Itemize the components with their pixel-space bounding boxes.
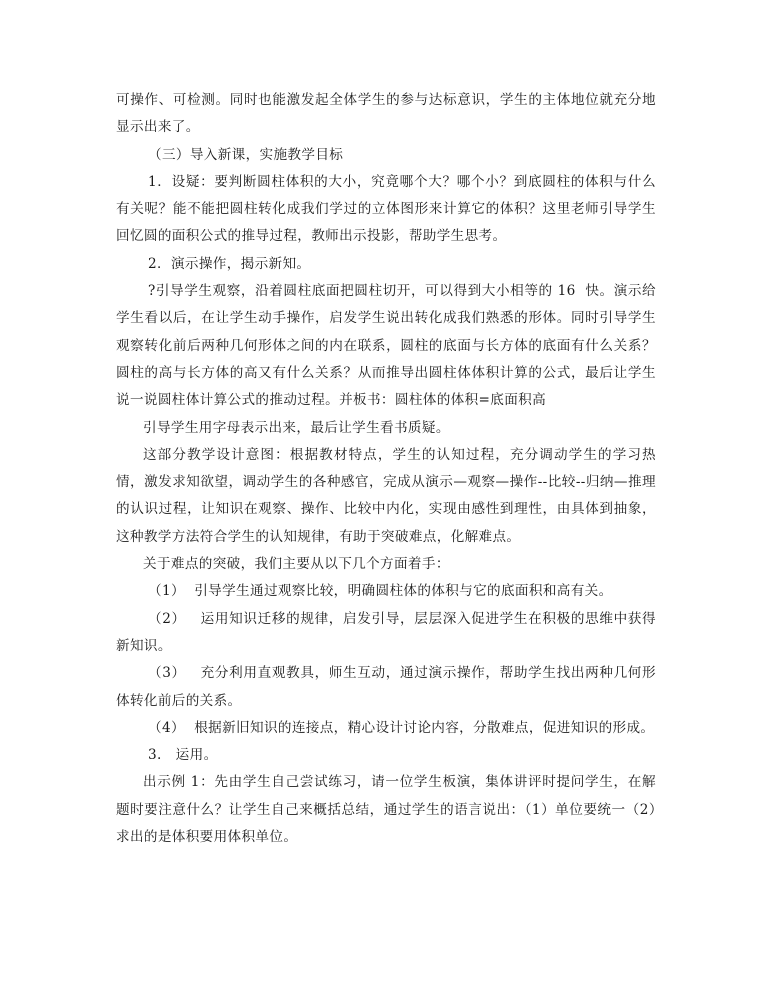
- paragraph-step-2-demonstration: 2．演示操作，揭示新知。: [148, 255, 311, 272]
- list-item-3: （3） 充分利用直观教具，师生互动，通过演示操作，帮助学生找出两种几何形体转化前后的关系。: [116, 665, 656, 709]
- paragraph-letter-notation: 引导学生用字母表示出来，最后让学生看书质疑。: [143, 419, 450, 436]
- list-item-1: （1） 引导学生通过观察比较，明确圆柱体的体积与它的底面积和高有关。: [148, 583, 613, 600]
- paragraph-design-intent: 这部分教学设计意图：根据教材特点，学生的认知过程，充分调动学生的学习热情，激发求知欲望，调动学生的各种感官，完成从演示—观察—操作--比较--归纳—推理的认识过程，让知识在观察、操作、比较中内化，实现由感性到理性，由具体到抽象，这种教学方法符合学生的认知规律，有助于突破难点，化解难点。: [116, 446, 656, 545]
- section-heading-import-new-lesson: （三）导入新课，实施教学目标: [148, 146, 344, 163]
- document-body: [116, 87, 656, 851]
- paragraph-difficulty-breakthrough: 关于难点的突破，我们主要从以下几个方面着手：: [143, 556, 450, 573]
- list-item-4: （4） 根据新旧知识的连接点，精心设计讨论内容，分散难点，促进知识的形成。: [148, 719, 655, 736]
- paragraph-example-1: 出示例 1：先由学生自己尝试练习，请一位学生板演，集体讲评时提问学生，在解题时要注意什么？让学生自己来概括总结，通过学生的语言说出：（1）单位要统一（2）求出的是体积要用体积单位。: [116, 774, 656, 846]
- list-item-2: （2） 运用知识迁移的规律，启发引导，层层深入促进学生在积极的思维中获得新知识。: [116, 610, 656, 654]
- paragraph-step-3-application: 3. 运用。: [148, 747, 218, 764]
- paragraph-guide-observation: ?引导学生观察，沿着圆柱底面把圆柱切开，可以得到大小相等的 16 快。演示给学生看以后，在让学生动手操作，启发学生说出转化成我们熟悉的形体。同时引导学生观察转化前后两种几何形体之间的内在联系，圆柱的底面与长方体的底面有什么关系？圆柱的高与长方体的高又有什么关系？从而推导出圆柱体体积计算的公式，最后让学生说一说圆柱体计算公式的推动过程。并板书：圆柱体的体积=底面积高: [116, 283, 656, 409]
- paragraph-step-1-question: 1．设疑：要判断圆柱体积的大小，究竟哪个大？哪个小？到底圆柱的体积与什么有关呢？能不能把圆柱转化成我们学过的立体图形来计算它的体积？这里老师引导学生回忆圆的面积公式的推导过程，教师出示投影，帮助学生思考。: [116, 173, 656, 245]
- paragraph-continuation: 可操作、可检测。同时也能激发起全体学生的参与达标意识，学生的主体地位就充分地显示出来了。: [116, 92, 656, 136]
